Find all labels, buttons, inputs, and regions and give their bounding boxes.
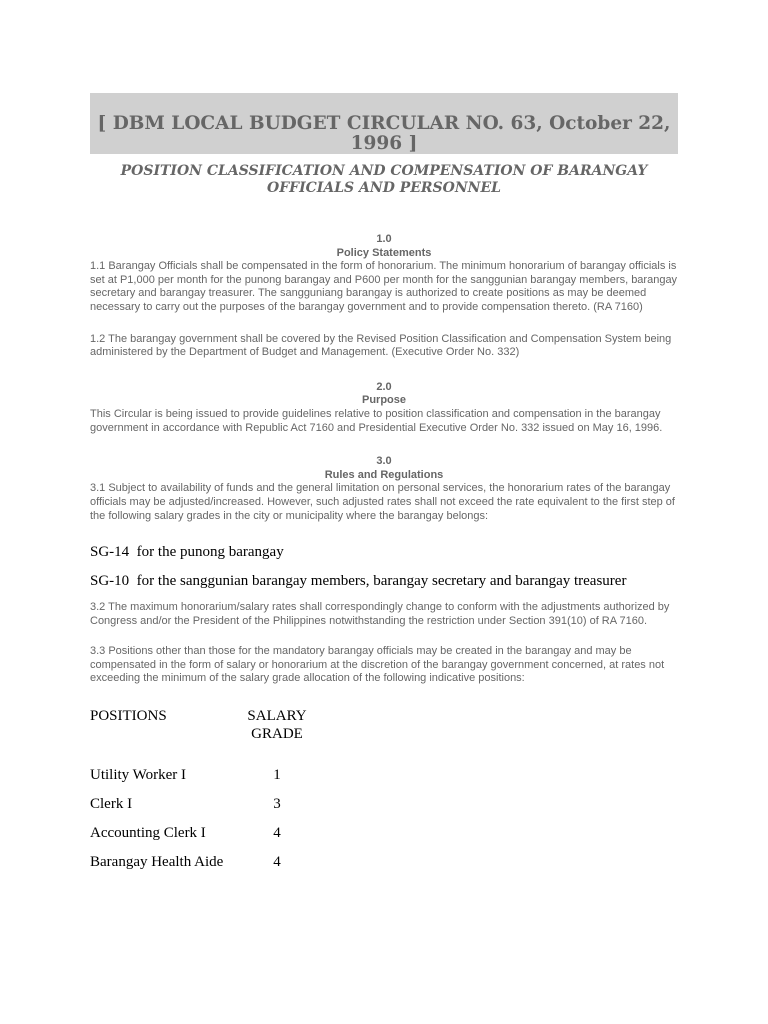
position-grade: 4 [273,825,281,842]
document-page [90,93,678,882]
salary-grade-punong-barangay: SG-14 for the punong barangay [90,544,284,561]
position-grade: 3 [273,796,281,813]
table-row [90,795,678,824]
circular-title: [ DBM LOCAL BUDGET CIRCULAR NO. 63, October 22, 1996 ] [90,93,678,154]
section-3-3-paragraph: 3.3 Positions other than those for the mandatory barangay officials may be created in the barangay and may be compensated in the form of salary or honorarium at the discretion of the barangay government concerned, at rates not exceeding the minimum of the salary grade allocation of the following indicative positions: [90,645,665,685]
table-row [90,766,678,795]
section-2-number: 2.0 [376,380,392,393]
section-2-title: Purpose [361,394,406,407]
position-name: Barangay Health Aide [90,854,224,871]
section-3-1-paragraph: 3.1 Subject to availability of funds and the general limitation on personal services, the honorarium rates of the barangay officials may be adjusted/increased. However, such adjusted rates shall not exceed the rate equivalent to the first step of the following salary grades in the city or municipality where the barangay belongs: [90,482,675,522]
position-grade: 1 [273,767,281,784]
section-1-1-paragraph: 1.1 Barangay Officials shall be compensated in the form of honorarium. The minimum honorarium of barangay officials is set at P1,000 per month for the punong barangay and P600 per month for the sanggunian barangay members, barangay secretary and barangay treasurer. The sangguniang barangay is authorized to create positions as may be deemed necessary to carry out the purposes of the barangay government and to provide compensation thereto. (RA 7160) [90,260,678,313]
salary-grade-sanggunian-members: SG-10 for the sanggunian barangay members, barangay secretary and barangay treasurer [90,573,627,590]
section-1-number: 1.0 [376,233,392,245]
table-row [90,853,678,882]
section-1-2-paragraph: 1.2 The barangay government shall be covered by the Revised Position Classification and Compensation System being administered by the Department of Budget and Management. (Executive Order No. 332) [90,332,672,359]
position-grade: 4 [273,854,281,871]
section-1-title: Policy Statements [336,246,432,259]
positions-table-header [90,707,678,766]
position-name: Accounting Clerk I [90,825,206,842]
position-name: Clerk I [90,796,133,813]
table-row [90,824,678,853]
section-2-paragraph: This Circular is being issued to provide guidelines relative to position classification and compensation in the barangay government in accordance with Republic Act 7160 and Presidential Executive Order No. 332 issued on May 16, 1996. [90,407,663,434]
section-3-number: 3.0 [376,455,392,468]
salary-grade-header-line1: SALARY [247,708,307,725]
salary-grade-column-header [247,707,307,766]
salary-grade-header-line2: GRADE [251,726,303,743]
section-3-2-paragraph: 3.2 The maximum honorarium/salary rates shall correspondingly change to conform with the adjustments authorized by Congress and/or the President of the Philippines notwithstanding the restriction under Section 391(10) of RA 7160. [90,601,670,627]
positions-column-header: POSITIONS [90,708,167,725]
circular-subtitle: POSITION CLASSIFICATION AND COMPENSATION OF BARANGAY OFFICIALS AND PERSONNEL [120,163,648,196]
positions-table [90,707,678,882]
position-name: Utility Worker I [90,767,186,784]
section-3-title: Rules and Regulations [324,468,444,481]
